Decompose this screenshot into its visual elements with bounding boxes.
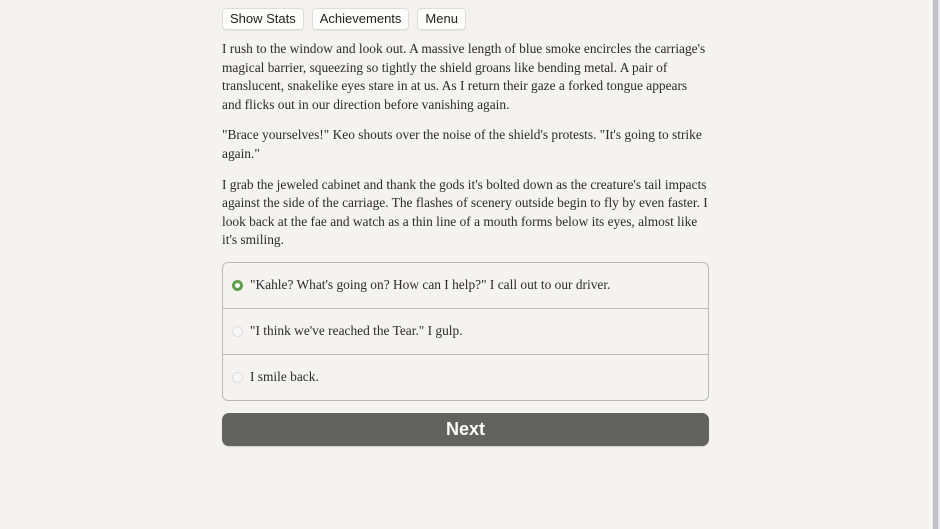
story-paragraph: "Brace yourselves!" Keo shouts over the noise of the shield's protests. "It's going to strike again.": [222, 127, 702, 161]
scrollbar-thumb[interactable]: [933, 0, 938, 529]
radio-unselected-icon[interactable]: [232, 326, 243, 337]
next-button[interactable]: Next: [222, 413, 709, 446]
show-stats-button[interactable]: Show Stats: [222, 8, 304, 30]
radio-selected-icon[interactable]: [232, 280, 243, 291]
story-paragraph: I grab the jeweled cabinet and thank the gods it's bolted down as the creature's tail impacts against the side of the carriage. The flashes of scenery outside begin to fly by even faster. I look back at the fae and watch as a thin line of a mouth forms below its eyes, almost like it's smiling.: [222, 176, 708, 248]
choice-option-1[interactable]: [223, 263, 708, 308]
choice-list: [222, 262, 709, 401]
choice-label: "I think we've reached the Tear." I gulp.: [250, 323, 463, 339]
achievements-button[interactable]: Achievements: [312, 8, 410, 30]
top-toolbar: [222, 8, 709, 30]
game-page: [222, 0, 709, 446]
story-text: [222, 40, 709, 250]
choice-option-3[interactable]: [223, 354, 708, 400]
menu-button[interactable]: Menu: [417, 8, 466, 30]
choice-option-2[interactable]: [223, 308, 708, 354]
choice-label: "Kahle? What's going on? How can I help?" I call out to our driver.: [250, 277, 611, 293]
radio-unselected-icon[interactable]: [232, 372, 243, 383]
vertical-scrollbar[interactable]: [931, 0, 940, 529]
story-paragraph: I rush to the window and look out. A massive length of blue smoke encircles the carriage's magical barrier, squeezing so tightly the shield groans like bending metal. A pair of translucent, snakelike eyes stare in at us. As I return their gaze a forked tongue appears and flicks out in our direction before vanishing again.: [222, 41, 706, 112]
choice-label: I smile back.: [250, 369, 319, 385]
